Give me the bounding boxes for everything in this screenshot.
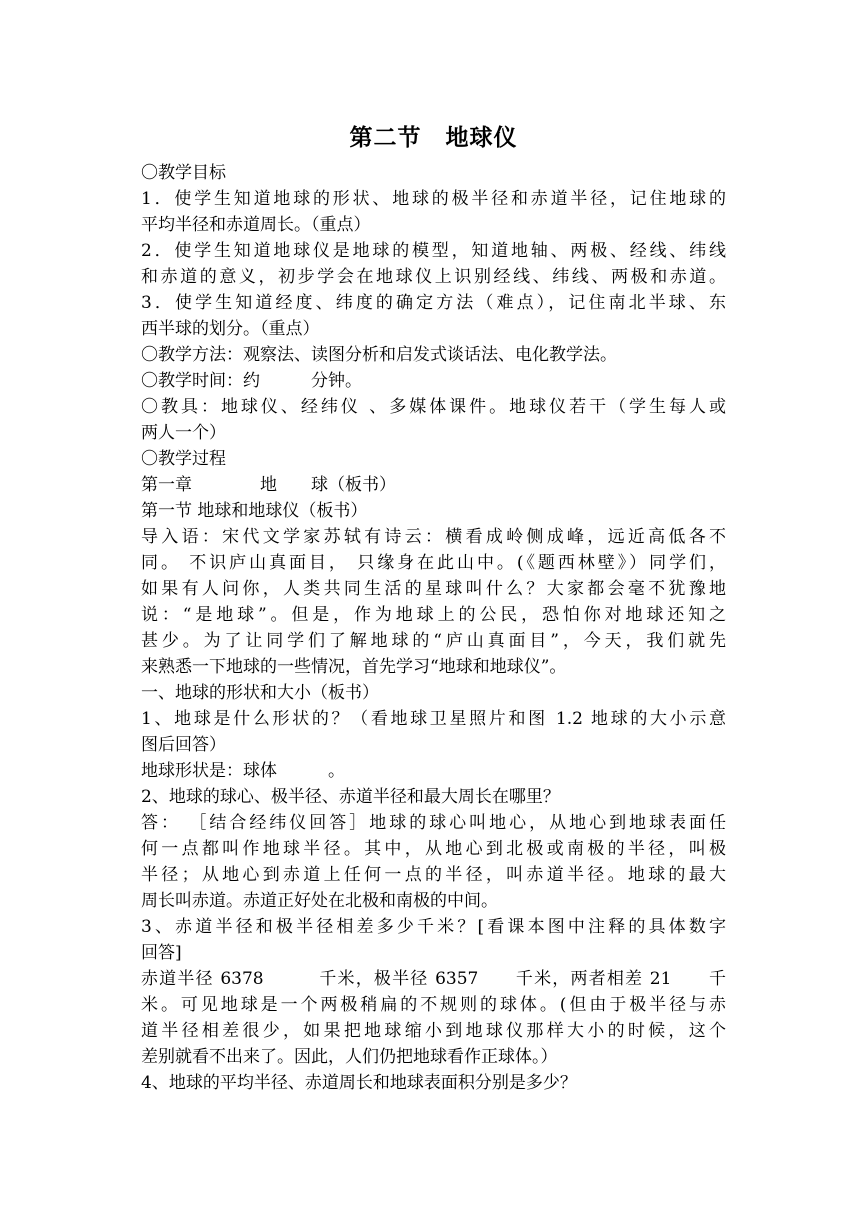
text-line: 回答] [141, 943, 182, 963]
text-line: 〇教具：地球仪、经纬仪 、多媒体课件。地球仪若干（学生每人或 [141, 397, 726, 417]
text-line: 和赤道的意义，初步学会在地球仪上识别经线、纬线、两极和赤道。 [141, 267, 726, 287]
text-line: 如果有人问你，人类共同生活的星球叫什么？大家都会毫不犹豫地 [141, 579, 726, 599]
text-line: 平均半径和赤道周长。（重点） [141, 215, 371, 235]
page-title: 第二节 地球仪 [349, 124, 518, 151]
text-line: 导入语：宋代文学家苏轼有诗云：横看成岭侧成峰，远近高低各不 [141, 527, 726, 547]
text-line: 2、地球的球心、极半径、赤道半径和最大周长在哪里？ [141, 787, 560, 807]
text-line: 同。 不识庐山真面目， 只缘身在此山中。(《题西林壁》）同学们， [141, 553, 726, 573]
text-line: 甚少。为了让同学们了解地球的“庐山真面目”，今天，我们就先 [141, 631, 726, 651]
text-line: 2．使学生知道地球仪是地球的模型，知道地轴、两极、经线、纬线 [141, 241, 726, 261]
text-line: 〇教学时间：约 分钟。 [141, 371, 362, 391]
text-line: 道半径相差很少，如果把地球缩小到地球仪那样大小的时候，这个 [141, 1021, 726, 1041]
document-page [141, 118, 726, 1096]
text-line: 说：“是地球”。但是，作为地球上的公民，恐怕你对地球还知之 [141, 605, 726, 625]
text-line: 差别就看不出来了。因此，人们仍把地球看作正球体。） [141, 1047, 558, 1067]
text-line: 赤道半径 6378 千米，极半径 6357 千米，两者相差 21 千 [141, 969, 726, 989]
text-line: 来熟悉一下地球的一些情况，首先学习“地球和地球仪”。 [141, 657, 567, 677]
text-line: 3、赤道半径和极半径相差多少千米？[看课本图中注释的具体数字 [141, 917, 726, 937]
text-line: 何一点都叫作地球半径。其中，从地心到北极或南极的半径，叫极 [141, 839, 726, 859]
text-line: 图后回答） [141, 735, 226, 755]
document-body [141, 160, 726, 1096]
text-line: 4、地球的平均半径、赤道周长和地球表面积分别是多少？ [141, 1073, 577, 1093]
text-line: 西半球的划分。（重点） [141, 319, 320, 339]
text-line: 〇教学方法：观察法、读图分析和启发式谈话法、电化教学法。 [141, 345, 617, 365]
text-line: 3．使学生知道经度、纬度的确定方法（难点），记住南北半球、东 [141, 293, 726, 313]
text-line: 米。可见地球是一个两极稍扁的不规则的球体。(但由于极半径与赤 [141, 995, 726, 1015]
text-line: 1．使学生知道地球的形状、地球的极半径和赤道半径，记住地球的 [141, 189, 726, 209]
text-line: 答： ［结合经纬仪回答］地球的球心叫地心，从地心到地球表面任 [141, 813, 726, 833]
text-line: 〇教学目标 [141, 163, 226, 183]
text-line: 周长叫赤道。赤道正好处在北极和南极的中间。 [141, 891, 498, 911]
text-line: 一、地球的形状和大小（板书） [141, 683, 379, 703]
text-line: 地球形状是：球体 。 [141, 761, 345, 781]
text-line: 〇教学过程 [141, 449, 226, 469]
text-line: 第一章 地 球（板书） [141, 475, 396, 495]
text-line: 1、地球是什么形状的？（看地球卫星照片和图 1.2 地球的大小示意 [141, 709, 726, 729]
text-line: 第一节 地球和地球仪（板书） [141, 501, 368, 521]
text-line: 两人一个） [141, 423, 226, 443]
text-line: 半径；从地心到赤道上任何一点的半径，叫赤道半径。地球的最大 [141, 865, 726, 885]
